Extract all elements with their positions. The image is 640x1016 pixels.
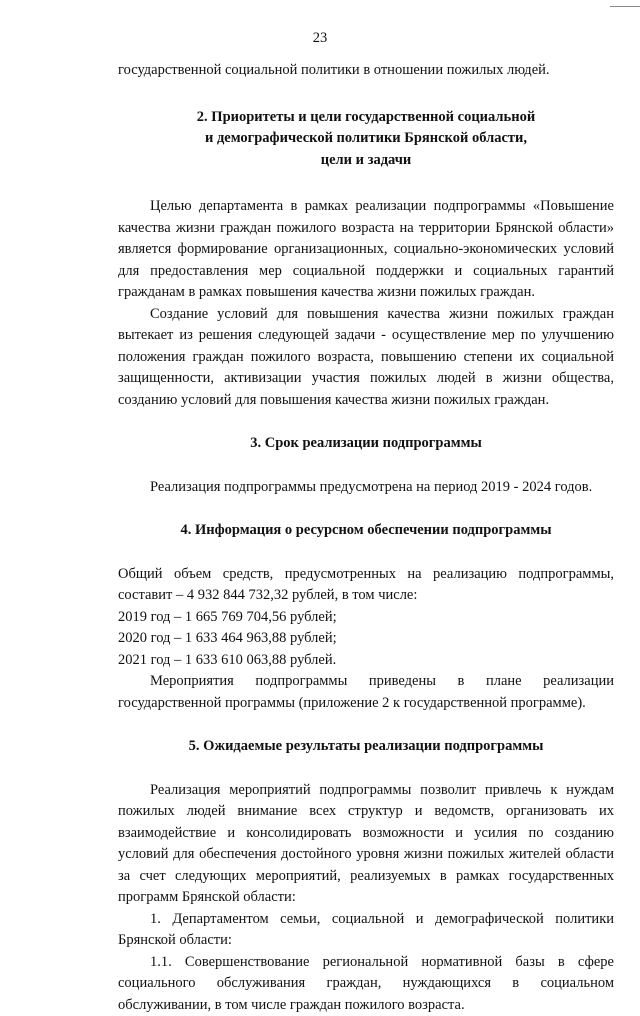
spacer: [118, 542, 614, 564]
continued-paragraph: государственной социальной политики в отношении пожилых людей.: [118, 60, 614, 82]
section-3-heading: 3. Срок реализации подпрограммы: [118, 433, 614, 455]
spacer: [118, 714, 614, 736]
spacer: [118, 411, 614, 433]
year-funding-line: 2020 год – 1 633 464 963,88 рублей;: [118, 628, 614, 650]
year-funding-line: 2019 год – 1 665 769 704,56 рублей;: [118, 607, 614, 629]
spacer: [118, 171, 614, 196]
heading-line: 2. Приоритеты и цели государственной социальной: [118, 107, 614, 129]
section-5-heading: 5. Ожидаемые результаты реализации подпрограммы: [118, 736, 614, 758]
section-2-paragraph: Целью департамента в рамках реализации подпрограммы «Повышение качества жизни граждан пожилого возраста на территории Брянской области» является формирование организационных, социально-экономических условий для предоставления мер социальной поддержки и социальных гарантий гражданам в рамках повышения качества жизни пожилых граждан.: [118, 196, 614, 304]
page-number: 23: [0, 28, 640, 48]
section-5-list-item: 1. Департаментом семьи, социальной и демографической политики Брянской области:: [118, 909, 614, 952]
section-5-paragraph: Реализация мероприятий подпрограммы позволит привлечь к нуждам пожилых людей внимание всех структур и ведомств, организовать их взаимодействие и консолидировать возможности и усилия по созданию условий для обеспечения достойного уровня жизни пожилых жителей области за счет следующих мероприятий, реализуемых в рамках государственных программ Брянской области:: [118, 780, 614, 909]
spacer: [118, 455, 614, 477]
section-5-subitem: 1.1. Совершенствование региональной нормативной базы в сфере социального обслуживания граждан, нуждающихся в социальном обслуживании, в том числе граждан пожилого возраста.: [118, 952, 614, 1016]
spacer: [118, 82, 614, 107]
year-funding-line: 2021 год – 1 633 610 063,88 рублей.: [118, 650, 614, 672]
section-2-paragraph: Создание условий для повышения качества жизни пожилых граждан вытекает из решения следующей задачи - осуществление мер по улучшению положения граждан пожилого возраста, повышению степени их социальной защищенности, активизации участия пожилых людей в жизни общества, созданию условий для повышения качества жизни пожилых граждан.: [118, 304, 614, 412]
section-2-heading: [118, 107, 614, 172]
heading-line: цели и задачи: [118, 150, 614, 172]
total-funding-paragraph: Общий объем средств, предусмотренных на реализацию подпрограммы, составит – 4 932 844 732,32 рублей, в том числе:: [118, 564, 614, 607]
section-4-heading: 4. Информация о ресурсном обеспечении подпрограммы: [118, 520, 614, 542]
measures-paragraph: Мероприятия подпрограммы приведены в плане реализации государственной программы (приложение 2 к государственной программе).: [118, 671, 614, 714]
document-body: [118, 60, 614, 1016]
heading-line: и демографической политики Брянской области,: [118, 128, 614, 150]
section-3-paragraph: Реализация подпрограммы предусмотрена на период 2019 - 2024 годов.: [118, 477, 614, 499]
scan-edge-line: [610, 6, 640, 7]
spacer: [118, 758, 614, 780]
spacer: [118, 498, 614, 520]
